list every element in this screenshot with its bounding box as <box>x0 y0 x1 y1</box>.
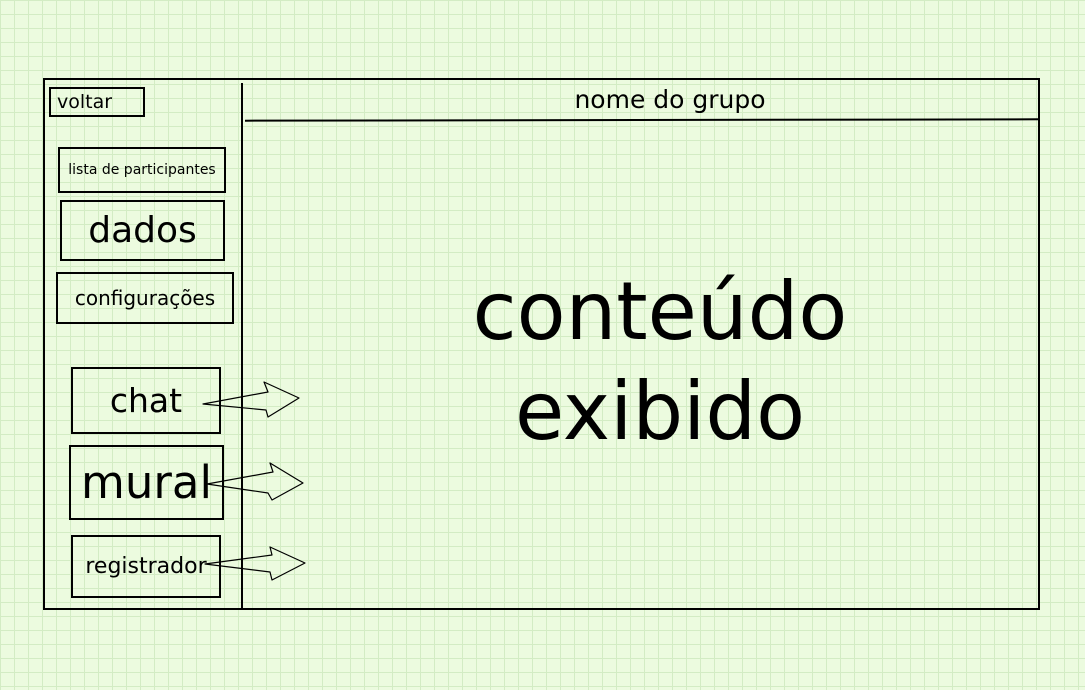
recorder-button[interactable]: registrador <box>71 535 221 598</box>
participants-list-button[interactable]: lista de participantes <box>58 147 226 193</box>
recorder-arrow-icon <box>205 547 305 580</box>
chat-arrow-icon <box>203 382 299 417</box>
content-text-line-2: exibido <box>514 365 806 458</box>
mural-button[interactable]: mural <box>69 445 224 520</box>
content-text-line-1: conteúdo <box>472 265 848 358</box>
chat-button[interactable]: chat <box>71 367 221 434</box>
settings-button[interactable]: configurações <box>56 272 234 324</box>
back-button[interactable]: voltar <box>49 87 145 117</box>
group-name-title: nome do grupo <box>574 85 766 114</box>
mural-arrow-icon <box>207 463 303 500</box>
data-button[interactable]: dados <box>60 200 225 261</box>
